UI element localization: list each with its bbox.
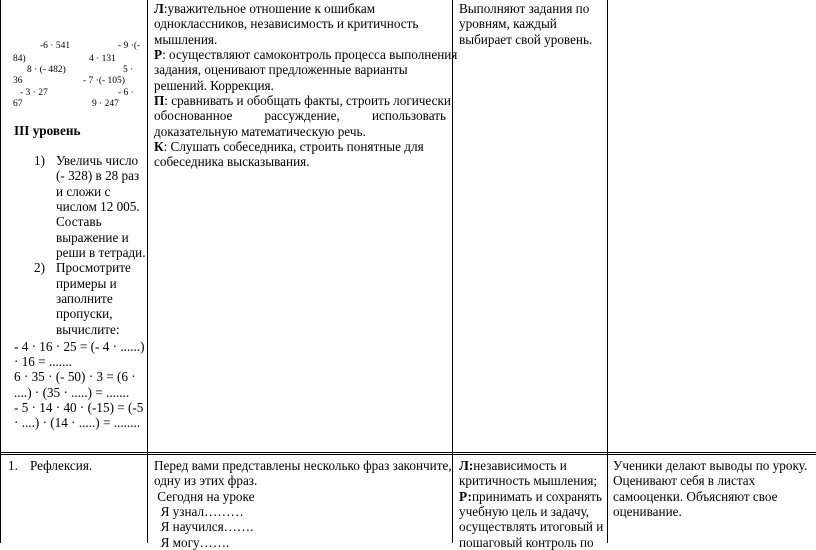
column-divider-2: [452, 0, 453, 543]
uud-regulatory-line: пошаговый контроль по: [459, 535, 594, 550]
phrase-line: одну из этих фраз.: [154, 473, 258, 488]
outcome-line: Оценивают себя в листах: [613, 473, 756, 488]
example-right: - 9 ·(-: [118, 41, 141, 51]
task-line: и сложи с: [56, 184, 111, 199]
example-right: 4 · 131: [89, 54, 116, 64]
uud-communicative-line: К: Слушать собеседника, строить понятные для: [154, 139, 424, 154]
uud-regulatory-line: осуществлять итоговый и: [459, 519, 604, 534]
outcome-line: оценивание.: [613, 504, 682, 519]
equation-line: · ....) · (14 · .....) = ........: [14, 415, 141, 430]
outcome-line: Ученики делают выводы по уроку.: [613, 458, 808, 473]
uud-personal-line: Л:независимость и: [459, 458, 567, 473]
task-line: заполните: [56, 291, 113, 306]
equation-line: - 4 · 16 · 25 = (- 4 · ......): [14, 339, 145, 354]
task-line: (- 328) в 28 раз: [56, 168, 140, 183]
task-line: Составь: [56, 214, 102, 229]
task-line: пропуски,: [56, 306, 113, 321]
stage-number: 1.: [8, 458, 18, 473]
activity-line: Выполняют задания по: [459, 1, 590, 16]
example-right: - 7 ·(- 105): [83, 76, 125, 86]
equation-line: · 16 = .......: [14, 354, 72, 369]
table-left-border: [0, 0, 1, 543]
uud-regulatory-line: Р: осуществляют самоконтроль процесса выполнения: [154, 47, 458, 62]
row-divider: [0, 452, 816, 453]
task-line: реши в тетради.: [56, 245, 146, 260]
example-right: - 6 ·: [118, 88, 134, 98]
uud-personal-line: Л:уважительное отношение к ошибкам: [154, 1, 376, 16]
uud-personal-line: одноклассников, независимость и критичность: [154, 16, 419, 31]
activity-line: выбирает свой уровень.: [459, 32, 593, 47]
task-line: числом 12 005.: [56, 199, 140, 214]
uud-regulatory-line: решений. Коррекция.: [154, 78, 274, 93]
uud-communicative-label: К: [154, 139, 164, 154]
row-divider-inner: [0, 454, 816, 455]
task-line: примеры и: [56, 276, 117, 291]
uud-cognitive-label: П: [154, 93, 165, 108]
equation-line: - 5 · 14 · 40 · (-15) = (-5: [14, 400, 144, 415]
task-number: 2): [34, 260, 45, 275]
uud-regulatory-line: учебную цель и задачу,: [459, 504, 590, 519]
uud-cognitive-line: П: сравнивать и обобщать факты, строить логически: [154, 93, 451, 108]
example-left: 36: [13, 76, 23, 86]
level-three-title: III уровень: [14, 123, 81, 138]
example-left: 67: [13, 99, 23, 109]
uud-personal-label: Л: [154, 1, 164, 16]
uud-regulatory-label: Р:: [459, 489, 472, 504]
task-line: выражение и: [56, 230, 129, 245]
column-divider-3: [607, 0, 608, 543]
example-left: 84): [13, 54, 26, 64]
task-line: Просмотрите: [56, 260, 131, 275]
example-left: -6 · 541: [40, 41, 71, 51]
uud-personal-label: Л:: [459, 458, 474, 473]
phrase-line: Перед вами представлены несколько фраз закончите,: [154, 458, 452, 473]
uud-personal-line: критичность мышления;: [459, 473, 598, 488]
equation-line: 6 · 35 · (- 50) · 3 = (6 ·: [14, 369, 136, 384]
example-right: 9 · 247: [92, 99, 119, 109]
column-divider-1: [147, 0, 148, 543]
uud-cognitive-line: обоснованное рассуждение, использовать: [154, 108, 446, 123]
phrase-line: Я узнал………: [154, 504, 244, 519]
equation-line: ....) · (35 · .....) = .......: [14, 385, 130, 400]
task-number: 1): [34, 153, 45, 168]
uud-regulatory-line: задания, оценивают предложенные варианты: [154, 62, 408, 77]
example-left: - 3 · 27: [20, 88, 48, 98]
example-right: 5 ·: [123, 65, 134, 75]
outcome-line: самооценки. Объясняют свое: [613, 489, 778, 504]
phrase-line: Сегодня на уроке: [154, 489, 255, 504]
example-left: 8 · (- 482): [27, 65, 66, 75]
phrase-line: Я научился…….: [154, 519, 254, 534]
phrase-line: Я могу…….: [154, 535, 230, 550]
stage-name: Рефлексия.: [30, 458, 93, 473]
task-line: вычислите:: [56, 322, 120, 337]
activity-line: уровням, каждый: [459, 16, 557, 31]
uud-regulatory-line: Р:принимать и сохранять: [459, 489, 603, 504]
uud-personal-line: мышления.: [154, 32, 218, 47]
uud-regulatory-label: Р: [154, 47, 163, 62]
uud-cognitive-line: доказательную математическую речь.: [154, 124, 366, 139]
task-line: Увеличь число: [56, 153, 139, 168]
uud-communicative-line: собеседника высказывания.: [154, 154, 310, 169]
